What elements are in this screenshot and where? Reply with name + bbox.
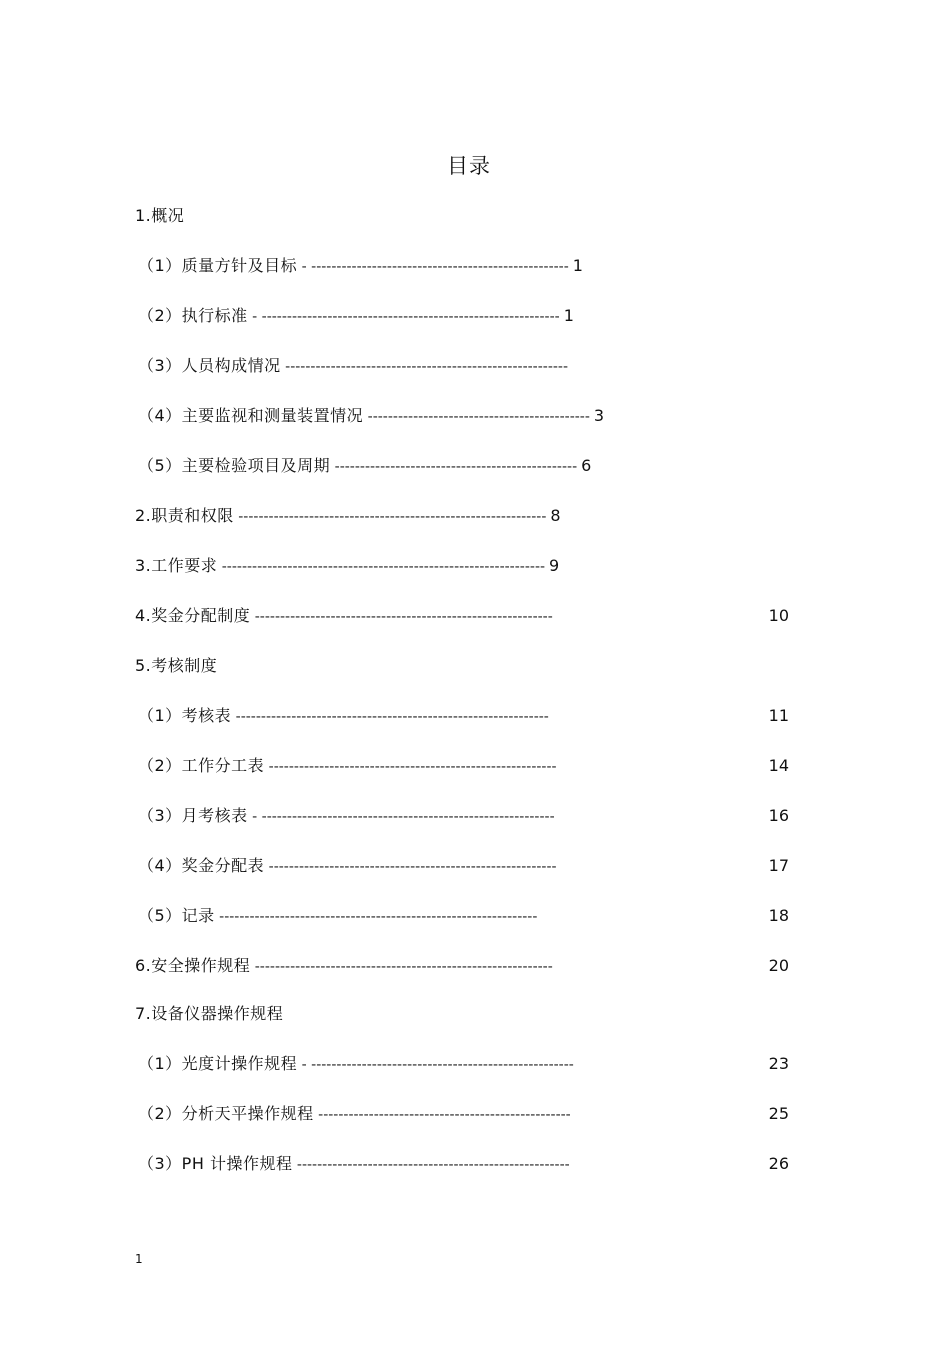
toc-entry-leader: -------------------------------------------------------------- <box>231 709 549 725</box>
toc-entry-page: 1 <box>572 256 583 275</box>
toc-entry-leader: ------------------------------------------------------------- <box>233 509 547 525</box>
toc-entry-label: （2）工作分工表 <box>138 756 265 775</box>
toc-entry-label: （3）月考核表 <box>138 806 248 825</box>
toc-entry[interactable] <box>135 655 789 677</box>
toc-entry[interactable] <box>135 1003 789 1025</box>
toc-entry[interactable] <box>138 405 789 427</box>
toc-entry[interactable] <box>138 255 789 277</box>
toc-entry-label: 3.工作要求 <box>135 556 218 575</box>
toc-entry-leader: ------------------------------------------------------ <box>292 1157 570 1173</box>
toc-entry-label: （4）主要监视和测量装置情况 <box>138 406 364 425</box>
toc-entry[interactable] <box>138 305 789 327</box>
toc-entry-label: 4.奖金分配制度 <box>135 606 251 625</box>
toc-entry-label: （4）奖金分配表 <box>138 856 265 875</box>
toc-entry[interactable] <box>138 1153 789 1175</box>
toc-entry-page: 11 <box>768 706 789 725</box>
toc-entry-label: （3）人员构成情况 <box>138 356 281 375</box>
toc-entry[interactable] <box>138 855 789 877</box>
toc-entry-leader: -------------------------------------------------- <box>313 1107 571 1123</box>
toc-entry[interactable] <box>138 455 789 477</box>
toc-entry-leader: ----------------------------------------------------------- <box>250 959 553 975</box>
toc-entry-leader: - ---------------------------------------------------------- <box>247 809 555 825</box>
toc-entry-page: 3 <box>593 406 605 425</box>
toc-entry-label: 1.概况 <box>135 206 185 225</box>
toc-entry-label: （2）执行标准 <box>138 306 248 325</box>
toc-entry-leader: - --------------------------------------------------- <box>297 259 569 275</box>
toc-entry-page: 14 <box>768 756 789 775</box>
toc-entry-page: 10 <box>768 606 789 625</box>
toc-entry-label: （1）质量方针及目标 <box>138 256 298 275</box>
toc-entry[interactable] <box>135 605 789 627</box>
toc-entry[interactable] <box>138 755 789 777</box>
toc-entry[interactable] <box>135 555 789 577</box>
toc-entry-leader: --------------------------------------------------------------- <box>214 909 538 925</box>
toc-entry-page: 18 <box>768 906 789 925</box>
toc-entry-label: （5）记录 <box>138 906 215 925</box>
toc-entry-page: 23 <box>768 1054 789 1073</box>
toc-entry-label: （2）分析天平操作规程 <box>138 1104 314 1123</box>
toc-entry-page: 6 <box>581 456 592 475</box>
toc-entry-leader: --------------------------------------------------------- <box>264 759 557 775</box>
toc-entry-label: 2.职责和权限 <box>135 506 234 525</box>
toc-entry[interactable] <box>135 505 789 527</box>
toc-entry[interactable] <box>138 805 789 827</box>
toc-entry-leader: ---------------------------------------------------------------- <box>217 559 546 575</box>
toc-entry-label: （1）光度计操作规程 <box>138 1054 298 1073</box>
toc-entry-leader: -------------------------------------------- <box>363 409 590 425</box>
toc-entry-label: （5）主要检验项目及周期 <box>138 456 331 475</box>
toc-entry-label: 5.考核制度 <box>135 656 218 675</box>
toc-entry-label: （1）考核表 <box>138 706 232 725</box>
toc-entry[interactable] <box>135 205 789 227</box>
toc-entry-leader: -------------------------------------------------------- <box>280 359 569 375</box>
footer-page-number: 1 <box>135 1252 143 1266</box>
toc-entry-page: 9 <box>549 556 560 575</box>
toc-entry-label: （3）PH 计操作规程 <box>138 1154 293 1173</box>
toc-entry[interactable] <box>138 1053 789 1075</box>
toc-title: 目录 <box>447 154 491 178</box>
toc-entry[interactable] <box>138 355 789 377</box>
toc-entry-page: 1 <box>563 306 574 325</box>
toc-entry-page: 16 <box>768 806 789 825</box>
toc-entry-page: 26 <box>768 1154 789 1173</box>
toc-entry-leader: --------------------------------------------------------- <box>264 859 557 875</box>
toc-entry-leader: ----------------------------------------------------------- <box>250 609 553 625</box>
toc-entry[interactable] <box>138 905 789 927</box>
toc-entry-page: 25 <box>768 1104 789 1123</box>
toc-entry-page: 20 <box>768 956 789 975</box>
toc-entry-label: 7.设备仪器操作规程 <box>135 1004 284 1023</box>
toc-entry-page: 17 <box>768 856 789 875</box>
toc-entry[interactable] <box>138 705 789 727</box>
toc-entry-page: 8 <box>550 506 561 525</box>
toc-entry[interactable] <box>138 1103 789 1125</box>
toc-entry-leader: - ---------------------------------------------------- <box>297 1057 574 1073</box>
toc-entry-label: 6.安全操作规程 <box>135 956 251 975</box>
toc-entry-leader: ------------------------------------------------ <box>330 459 578 475</box>
toc-entry[interactable] <box>135 955 789 977</box>
toc-entry-leader: - ----------------------------------------------------------- <box>247 309 560 325</box>
